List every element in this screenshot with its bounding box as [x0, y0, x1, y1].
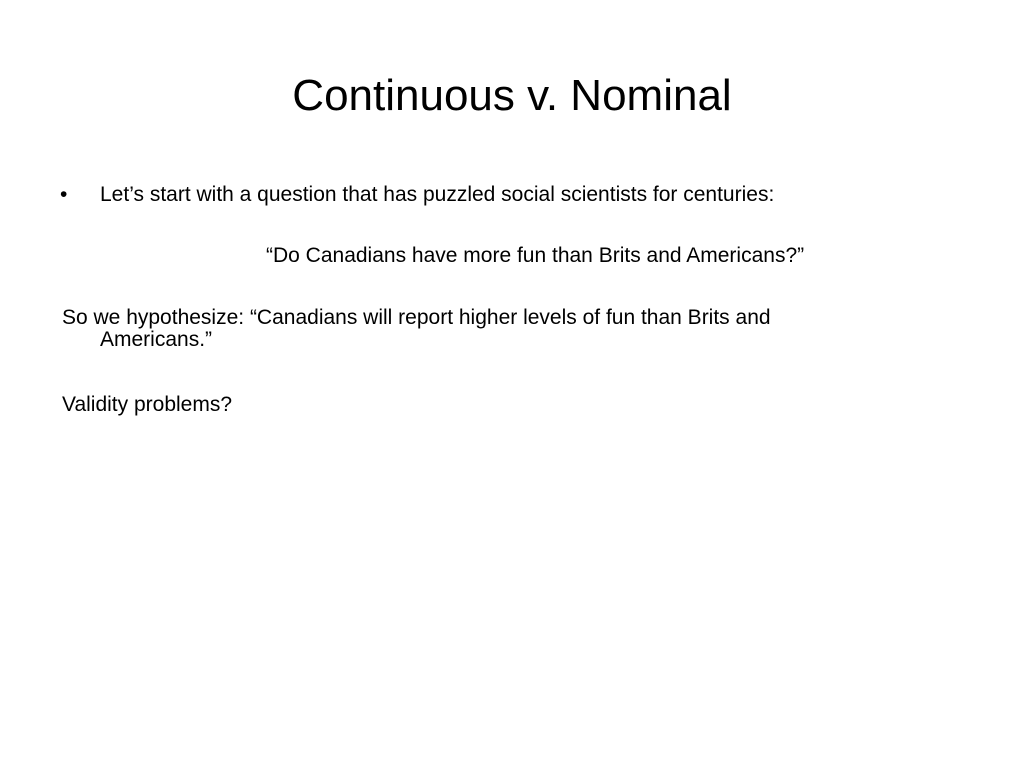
validity-question: Validity problems? [62, 393, 233, 416]
hypothesis-line-1: So we hypothesize: “Canadians will report higher levels of fun than Brits and [62, 306, 771, 329]
bullet-item [60, 182, 774, 208]
bullet-text: Let’s start with a question that has puzzled social scientists for centuries: [100, 183, 775, 206]
hypothesis-line-2: Americans.” [100, 328, 213, 351]
hypothesis-paragraph [62, 305, 952, 353]
research-question-quote: “Do Canadians have more fun than Brits and Americans?” [266, 244, 805, 267]
slide-title: Continuous v. Nominal [292, 71, 732, 120]
bullet-marker: • [60, 183, 68, 206]
